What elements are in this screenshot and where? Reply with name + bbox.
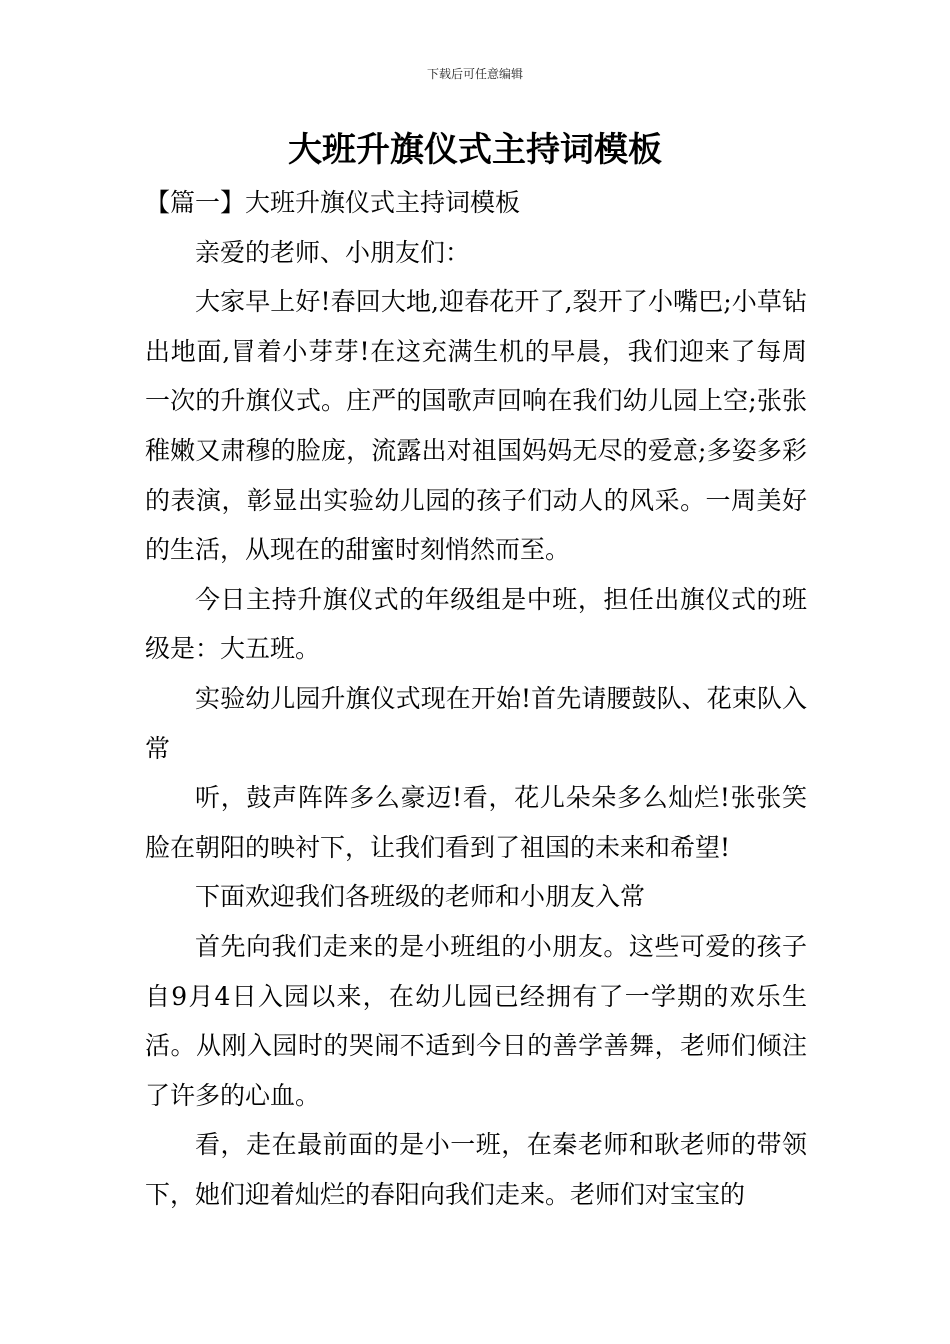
- paragraph-welcome: 下面欢迎我们各班级的老师和小朋友入常: [195, 882, 646, 912]
- section-heading: 【篇一】大班升旗仪式主持词模板: [145, 188, 521, 217]
- paragraph-small-classes: 首先向我们走来的是小班组的小朋友。这些可爱的孩子自9月4日入园以来，在幼儿园已经拥有了一学期的欢乐生活。从刚入园时的哭闹不适到今日的善学善舞，老师们倾注了许多的心血。: [145, 931, 807, 1110]
- paragraph-host-class: 今日主持升旗仪式的年级组是中班，担任出旗仪式的班级是：大五班。: [145, 584, 807, 664]
- paragraph-opening: 大家早上好!春回大地,迎春花开了,裂开了小嘴巴;小草钻出地面,冒着小芽芽!在这充满生机的早晨，我们迎来了每周一次的升旗仪式。庄严的国歌声回响在我们幼儿园上空;张张稚嫩又肃穆的脸庞，流露出对祖国妈妈无尽的爱意;多姿多彩的表演，彰显出实验幼儿园的孩子们动人的风采。一周美好的生活，从现在的甜蜜时刻悄然而至。: [145, 287, 807, 565]
- document-title: 大班升旗仪式主持词模板: [288, 130, 662, 170]
- header-note: 下载后可任意编辑: [426, 67, 523, 81]
- document-body: [145, 178, 807, 1219]
- paragraph-class-one: 看，走在最前面的是小一班，在秦老师和耿老师的带领下，她们迎着灿烂的春阳向我们走来。老师们对宝宝的: [145, 1130, 807, 1209]
- paragraph-drums-flowers: 听，鼓声阵阵多么豪迈!看，花儿朵朵多么灿烂!张张笑脸在朝阳的映衬下，让我们看到了祖国的未来和希望!: [145, 783, 807, 862]
- paragraph-greeting: 亲爱的老师、小朋友们：: [195, 237, 471, 267]
- paragraph-ceremony-start: 实验幼儿园升旗仪式现在开始!首先请腰鼓队、花束队入常: [145, 683, 807, 763]
